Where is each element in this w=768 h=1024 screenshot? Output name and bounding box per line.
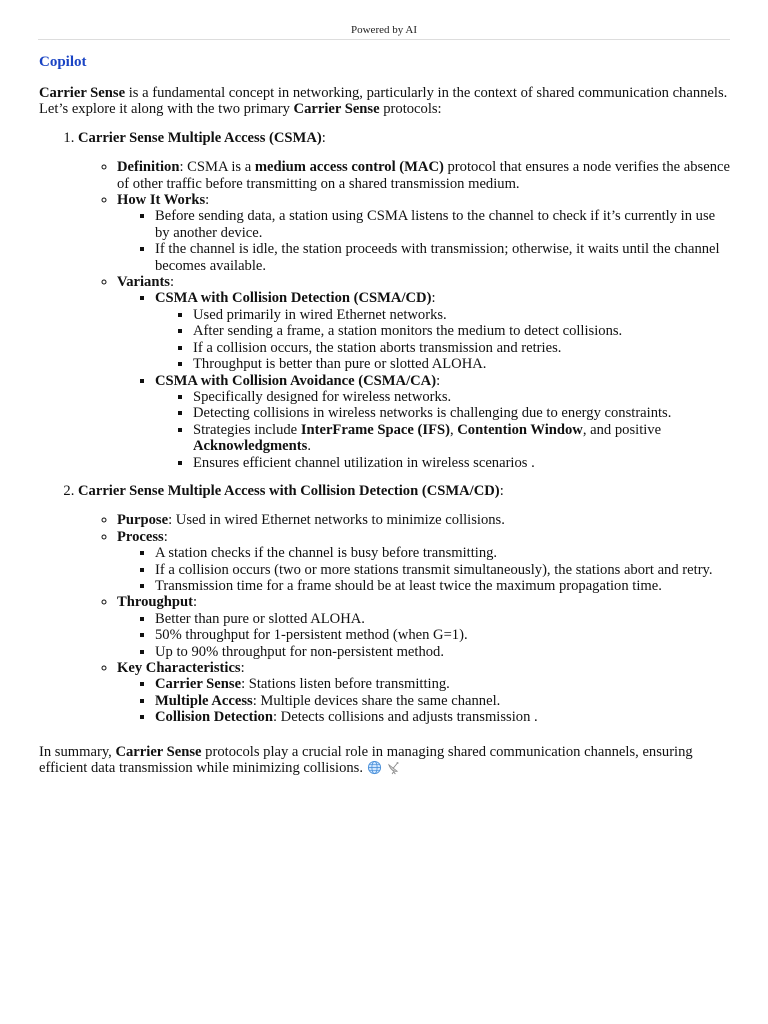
csma-ca-list xyxy=(155,389,731,471)
throughput-item: ◦ Throughput: ▪ Better than pure or slotted ALOHA. ▪ 50% throughput for 1-persistent method (when G=1). ▪ Up to 90% throughput for non-persistent method. xyxy=(117,594,731,660)
list-item: ▪ Collision Detection: Detects collisions and adjusts transmission . xyxy=(155,709,731,725)
satellite-antenna-icon xyxy=(386,760,401,775)
list-item: ▪ A station checks if the channel is busy before transmitting. xyxy=(155,545,731,561)
key-characteristics-item: ◦ Key Characteristics: ▪ Carrier Sense: Stations listen before transmitting. ▪ Multiple Access: Multiple devices share the same channel. ▪ Collision Detection: Detects collisions and adjusts transmission . xyxy=(117,660,731,726)
csma-cd-list xyxy=(155,307,731,373)
copilot-title: Copilot xyxy=(39,54,87,70)
list-item: ▪ Up to 90% throughput for non-persistent method. xyxy=(155,644,731,660)
variants-list xyxy=(117,290,731,470)
protocol-list xyxy=(39,130,731,726)
summary-paragraph: In summary, Carrier Sense protocols play a crucial role in managing shared communication channels, ensuring efficient data transmission while minimizing collisions. xyxy=(39,743,693,777)
list-item: ▪ Ensures efficient channel utilization in wireless scenarios . xyxy=(193,455,731,471)
list-item: ▪ Before sending data, a station using CSMA listens to the channel to check if it’s currently in use by another device. xyxy=(155,208,731,241)
list-item: ▪ After sending a frame, a station monitors the medium to detect collisions. xyxy=(193,323,731,339)
list-item: ▪ Used primarily in wired Ethernet networks. xyxy=(193,307,731,323)
intro-paragraph: Carrier Sense is a fundamental concept in networking, particularly in the context of shared communication channels. Let’s explore it along with the two primary Carrier Sense protocols: xyxy=(39,85,728,118)
throughput-list xyxy=(117,611,731,660)
csma-cd-details xyxy=(78,512,731,725)
list-item: ▪ Strategies include InterFrame Space (IFS), Contention Window, and positive Acknowledgments. xyxy=(193,422,731,455)
process-item: ◦ Process: ▪ A station checks if the channel is busy before transmitting. ▪ If a collision occurs (two or more stations transmit simultaneously), the stations abort and retry. ▪ Transmission time for a frame should be at least twice the maximum propagation time. xyxy=(117,529,731,595)
list-item: ▪ Carrier Sense: Stations listen before transmitting. xyxy=(155,676,731,692)
variants-item: ◦ Variants: ▪ CSMA with Collision Detection (CSMA/CD): ▪ Used primarily in wired Ethernet networks. ▪ After sending a frame, a station monitors the medium to detect collisions. ▪ If a collision occurs, the station aborts transmission and retries. ▪ Throughput is better than pure or slotted ALOHA. ▪ CSMA with Collision Avoidance (CSMA/CA): ▪ Specifically designed for wireless networks. ▪ Detecting collisions in wireless networks is challenging due to energy constraints. ▪ Strategies include InterFrame Space (IFS), Contention Window, and positive Acknowledgments. ▪ Ensures efficient channel utilization in wireless scenarios . xyxy=(117,274,731,471)
globe-icon xyxy=(367,760,382,775)
list-item: ▪ Multiple Access: Multiple devices share the same channel. xyxy=(155,693,731,709)
definition-item: ◦ Definition: CSMA is a medium access control (MAC) protocol that ensures a node verifies the absence of other traffic before transmitting on a shared transmission medium. xyxy=(117,159,731,192)
process-list xyxy=(117,545,731,594)
csma-details xyxy=(78,159,731,471)
section-csma: 1. Carrier Sense Multiple Access (CSMA): ◦ Definition: CSMA is a medium access control (MAC) protocol that ensures a node verifies the absence of other traffic before transmitting on a shared transmission medium. ◦ How It Works: ▪ Before sending data, a station using CSMA listens to the channel to check if it’s currently in use by another device. ▪ If the channel is idle, the station proceeds with transmission; otherwise, it waits until the channel becomes available. ◦ Variants: ▪ CSMA with Collision Detection (CSMA/CD): ▪ Used primarily in wired Ethernet networks. ▪ After sending a frame, a station monitors the medium to detect collisions. ▪ If a collision occurs, the station aborts transmission and retries. ▪ Throughput is better than pure or slotted ALOHA. ▪ CSMA with Collision Avoidance (CSMA/CA): ▪ Specifically designed for wireless networks. ▪ Detecting collisions in wireless networks is challenging due to energy constraints. ▪ Strategies include InterFrame Space (IFS), Contention Window, and positive Acknowledgments. ▪ Ensures efficient channel utilization in wireless scenarios . xyxy=(78,130,731,471)
variant-csma-ca: ▪ CSMA with Collision Avoidance (CSMA/CA): ▪ Specifically designed for wireless networks. ▪ Detecting collisions in wireless networks is challenging due to energy constraints. ▪ Strategies include InterFrame Space (IFS), Contention Window, and positive Acknowledgments. ▪ Ensures efficient channel utilization in wireless scenarios . xyxy=(155,373,731,471)
term-carrier-sense: Carrier Sense xyxy=(39,85,126,101)
how-it-works-list xyxy=(117,208,731,274)
list-item: ▪ If a collision occurs (two or more stations transmit simultaneously), the stations abort and retry. xyxy=(155,562,731,578)
list-item: ▪ Detecting collisions in wireless networks is challenging due to energy constraints. xyxy=(193,405,731,421)
key-characteristics-list xyxy=(117,676,731,725)
section-csma-cd: 2. Carrier Sense Multiple Access with Collision Detection (CSMA/CD): ◦ Purpose: Used in wired Ethernet networks to minimize collisions. ◦ Process: ▪ A station checks if the channel is busy before transmitting. ▪ If a collision occurs (two or more stations transmit simultaneously), the stations abort and retry. ▪ Transmission time for a frame should be at least twice the maximum propagation time. ◦ Throughput: ▪ Better than pure or slotted ALOHA. ▪ 50% throughput for 1-persistent method (when G=1). ▪ Up to 90% throughput for non-persistent method. ◦ Key Characteristics: ▪ Carrier Sense: Stations listen before transmitting. ▪ Multiple Access: Multiple devices share the same channel. ▪ Collision Detection: Detects collisions and adjusts transmission . xyxy=(78,483,731,726)
response-content xyxy=(39,85,731,776)
list-item: ▪ Transmission time for a frame should be at least twice the maximum propagation time. xyxy=(155,578,731,594)
powered-by-header: Powered by AI xyxy=(38,24,730,40)
list-item: ▪ 50% throughput for 1-persistent method (when G=1). xyxy=(155,627,731,643)
list-item: ▪ Throughput is better than pure or slotted ALOHA. xyxy=(193,356,731,372)
purpose-item: ◦ Purpose: Used in wired Ethernet networks to minimize collisions. xyxy=(117,512,731,528)
section-title: Carrier Sense Multiple Access with Collision Detection (CSMA/CD) xyxy=(78,482,500,499)
list-item: ▪ If a collision occurs, the station aborts transmission and retries. xyxy=(193,340,731,356)
variant-csma-cd: ▪ CSMA with Collision Detection (CSMA/CD): ▪ Used primarily in wired Ethernet networks. ▪ After sending a frame, a station monitors the medium to detect collisions. ▪ If a collision occurs, the station aborts transmission and retries. ▪ Throughput is better than pure or slotted ALOHA. xyxy=(155,290,731,372)
section-title: Carrier Sense Multiple Access (CSMA) xyxy=(78,129,322,146)
list-item: ▪ If the channel is idle, the station proceeds with transmission; otherwise, it waits until the channel becomes available. xyxy=(155,241,731,274)
list-item: ▪ Better than pure or slotted ALOHA. xyxy=(155,611,731,627)
how-it-works-item: ◦ How It Works: ▪ Before sending data, a station using CSMA listens to the channel to check if it’s currently in use by another device. ▪ If the channel is idle, the station proceeds with transmission; otherwise, it waits until the channel becomes available. xyxy=(117,192,731,274)
list-item: ▪ Specifically designed for wireless networks. xyxy=(193,389,731,405)
term-carrier-sense: Carrier Sense xyxy=(293,101,380,118)
